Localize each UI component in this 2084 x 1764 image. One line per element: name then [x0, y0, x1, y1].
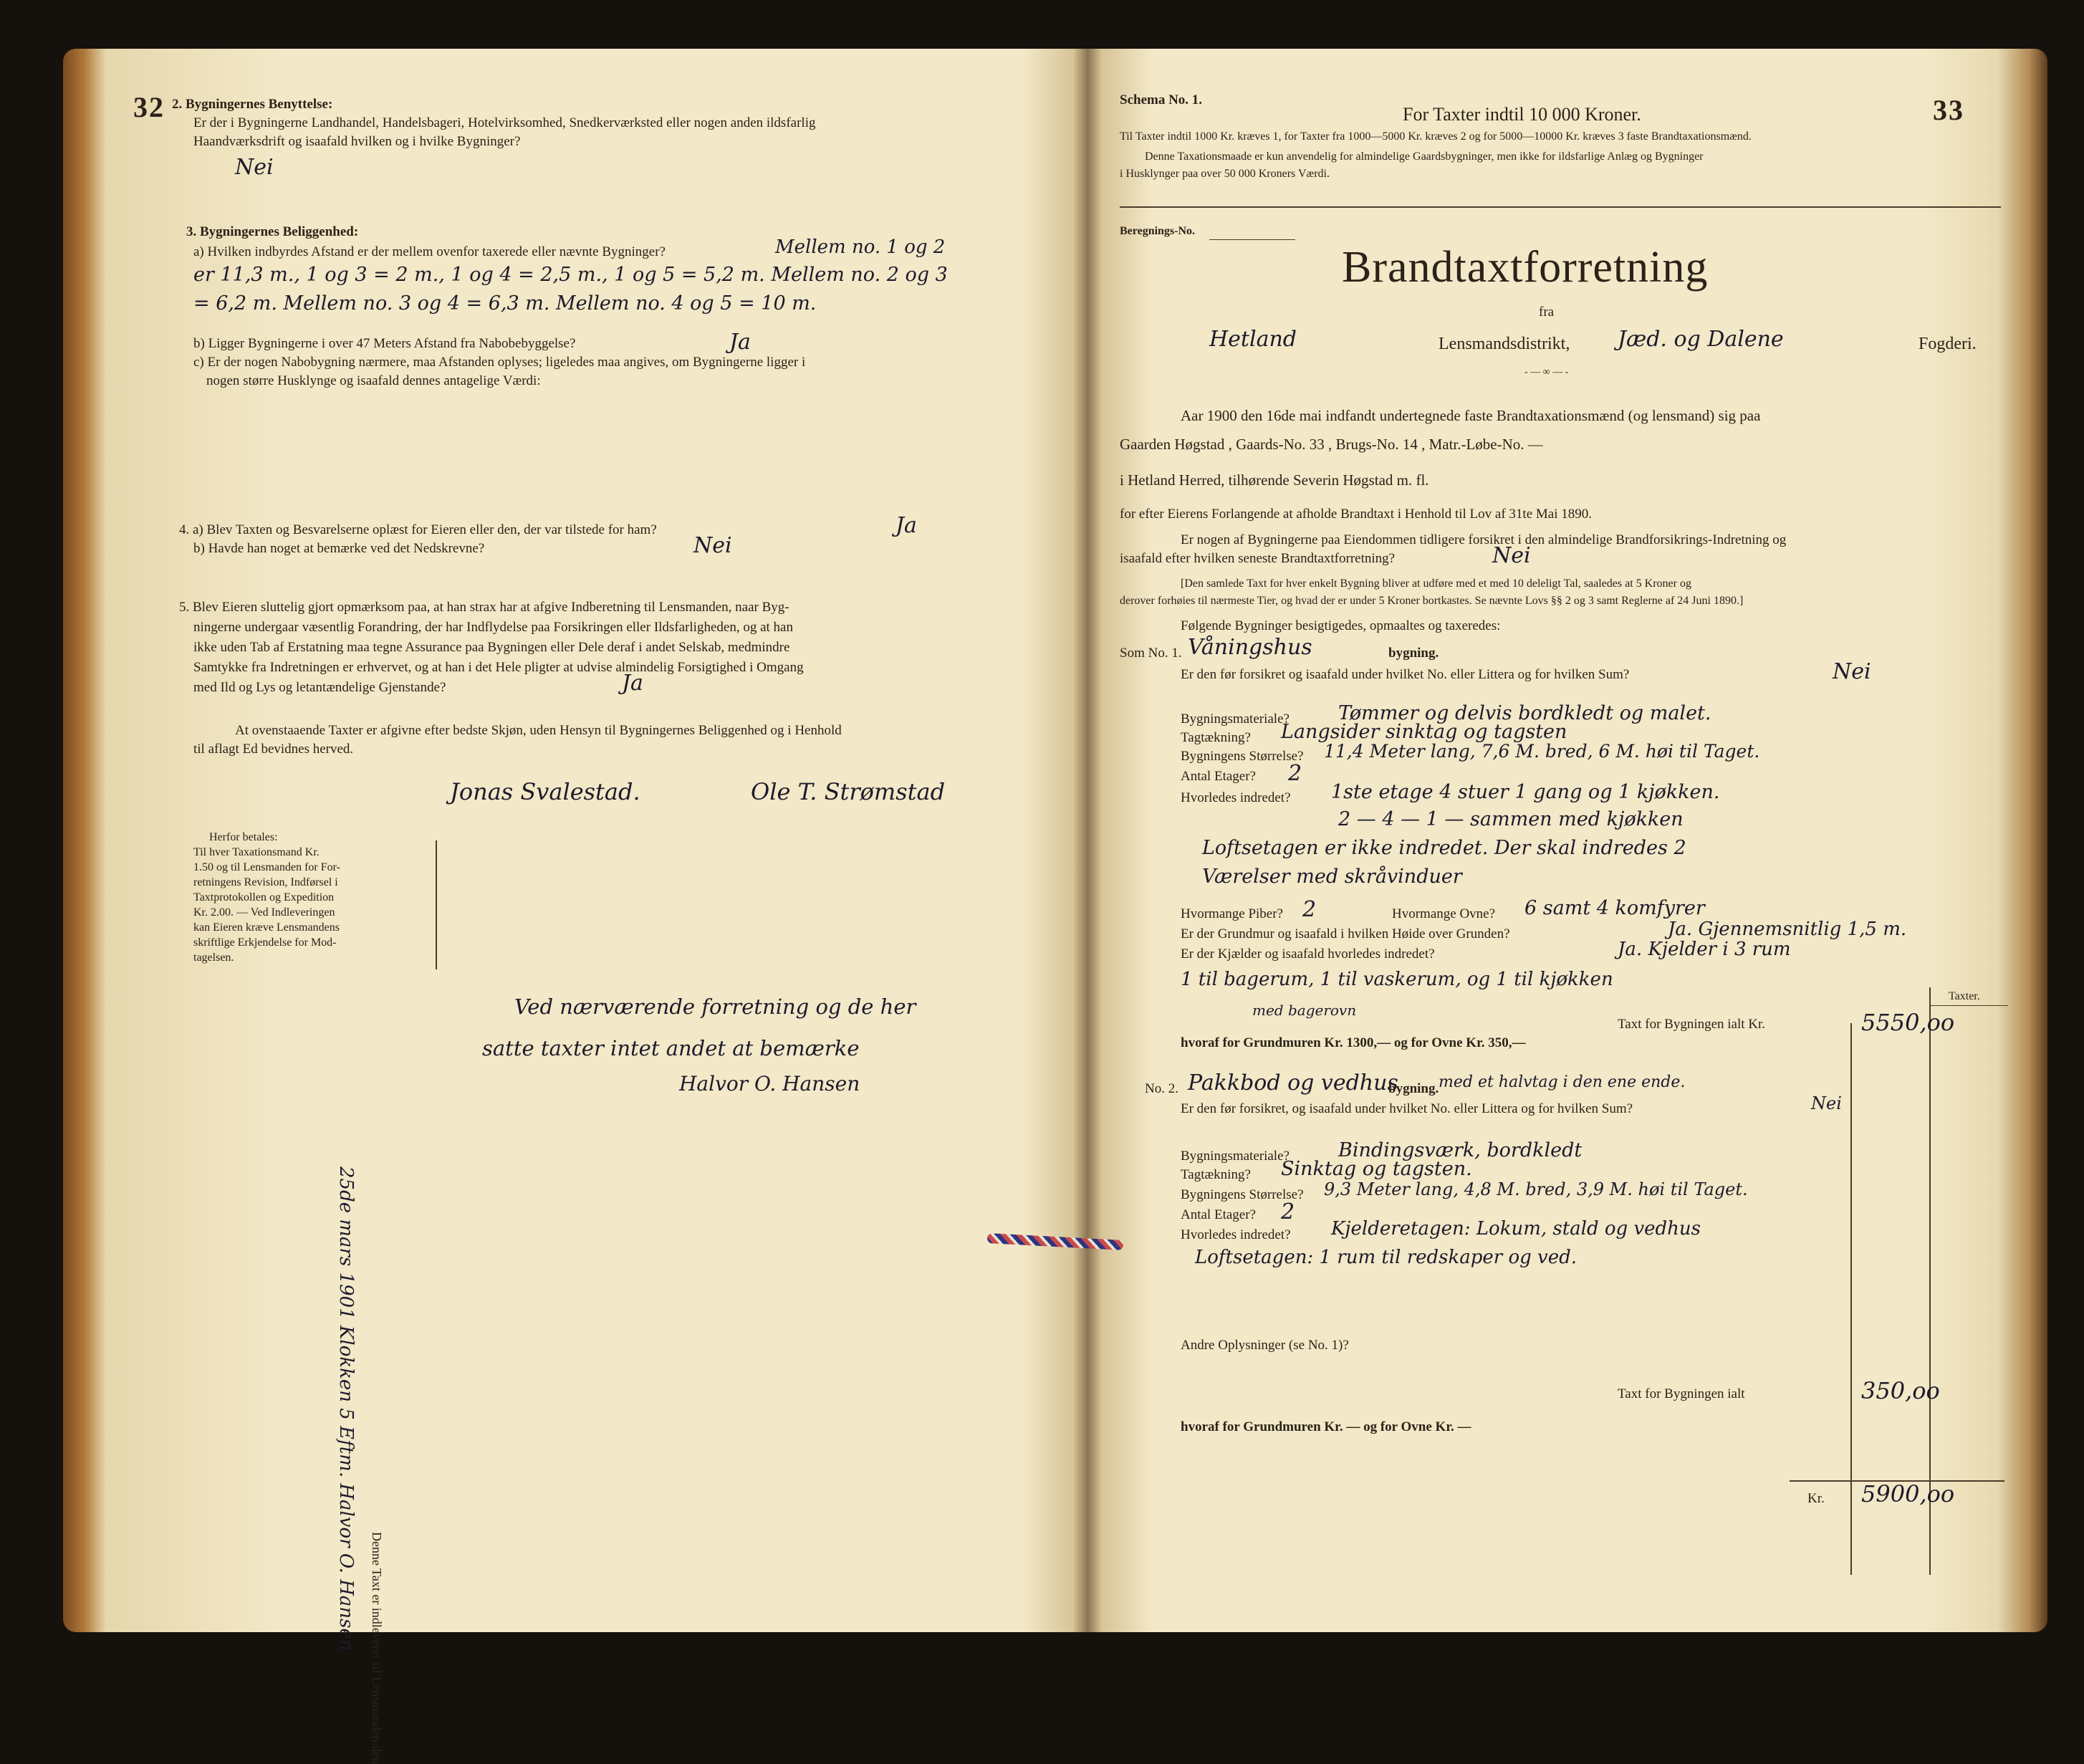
intro-text: i Husklynger paa over 50 000 Kroners Værdi.	[1120, 168, 1330, 180]
question-text: Er den før forsikret, og isaafald under hvilket No. eller Littera og for hvilken Sum?	[1181, 1101, 1633, 1116]
page-number: 32	[133, 91, 165, 123]
taxter-column-rule	[1850, 1023, 1852, 1575]
paragraph-line: med Ild og Lys og letantændelige Gjenstande?	[193, 680, 446, 695]
paragraph-line: Er nogen af Bygningerne paa Eiendommen tidligere forsikret i den almindelige Brandforsikrings-Indretning og	[1181, 532, 1787, 547]
date-line: Aar 1900 den 16de mai indfandt undertegnede faste Brandtaxationsmænd (og lensmand) sig paa	[1181, 407, 1761, 424]
handwritten-answer: 6 samt 4 komfyrer	[1524, 897, 1705, 919]
question-text: c) Er der nogen Nabobygning nærmere, maa Afstanden oplyses; ligeledes maa angives, om Bygningerne ligger i	[193, 355, 806, 370]
document-title: Brandtaxtforretning	[1342, 243, 1709, 292]
handwritten-answer: 2	[1281, 1199, 1295, 1224]
vertical-handwriting: 25de mars 1901 Klokken 5 Eftm. Halvor O. Hansen	[335, 1166, 357, 1652]
building-name: Pakkbod og vedhus	[1188, 1070, 1398, 1096]
question-text: Bygningens Størrelse?	[1181, 1187, 1304, 1202]
signature: Ole T. Strømstad	[751, 778, 946, 805]
question-text: 4. a) Blev Taxten og Besvarelserne oplæst for Eieren eller den, der var tilstede for ham?	[179, 522, 657, 537]
paragraph-line: ningerne undergaar væsentlig Forandring, der har Indflydelse paa Forsikringen eller Ildsfarligheden, og at han	[193, 620, 793, 635]
handwritten-answer: Langsider sinktag og tagsten	[1281, 721, 1567, 743]
oath-text: til aflagt Ed bevidnes herved.	[193, 742, 354, 757]
question-text: Bygningens Størrelse?	[1181, 749, 1304, 764]
paragraph-line: for efter Eierens Forlangende at afholde Brandtaxt i Henhold til Lov af 31te Mai 1890.	[1120, 507, 1592, 522]
total-label: Kr.	[1807, 1491, 1825, 1506]
handwritten-answer: 2 — 4 — 1 — sammen med kjøkken	[1338, 808, 1684, 830]
taxt-label: Taxt for Bygningen ialt	[1618, 1386, 1745, 1401]
right-page	[1102, 49, 2019, 1632]
handwritten-answer: Ja	[622, 671, 643, 696]
handwritten-answer: 1ste etage 4 stuer 1 gang og 1 kjøkken.	[1331, 781, 1720, 803]
bracket-note: derover forhøies til nærmeste Tier, og hvad der er under 5 Kroner bortkastes. Se nævnte Lovs §§ 2 og 3 samt Reglerne af 24 Juni 1890.]	[1120, 595, 1744, 607]
handwritten-answer: er 11,3 m., 1 og 3 = 2 m., 1 og 4 = 2,5 m., 1 og 5 = 5,2 m. Mellem no. 2 og 3	[193, 264, 948, 286]
question-text: nogen større Husklynge og isaafald dennes antagelige Værdi:	[206, 373, 541, 388]
left-page	[128, 49, 1087, 1764]
question-text: Hvormange Ovne?	[1392, 906, 1496, 921]
taxt-amount: 350,oo	[1861, 1377, 1940, 1404]
total-amount: 5900,oo	[1861, 1480, 1955, 1507]
handwritten-answer: 2	[1302, 897, 1317, 922]
question-text: Tagtækning?	[1181, 730, 1251, 745]
fee-divider	[436, 840, 437, 969]
handwritten-answer: Nei	[1492, 543, 1531, 568]
question-text: Hvormange Piber?	[1181, 906, 1283, 921]
question-text: Antal Etager?	[1181, 1207, 1256, 1222]
intro-text: Denne Taxationsmaade er kun anvendelig for almindelige Gaardsbygninger, men ikke for ildsfarlige Anlæg og Bygninger	[1145, 150, 1704, 163]
handwritten-answer: Nei	[1833, 659, 1871, 684]
handwritten-answer: Loftsetagen er ikke indredet. Der skal indredes 2	[1202, 837, 1686, 859]
paragraph-line: isaafald efter hvilken seneste Brandtaxtforretning?	[1120, 551, 1396, 566]
fogderi-label: Fogderi.	[1919, 335, 1977, 353]
handwritten-answer: Kjelderetagen: Lokum, stald og vedhus	[1331, 1218, 1701, 1240]
hvoraf-line: hvoraf for Grundmuren Kr. — og for Ovne Kr. —	[1181, 1419, 1471, 1434]
handwritten-answer: Ja	[895, 513, 917, 538]
paragraph-line: 5. Blev Eieren sluttelig gjort opmærksom paa, at han strax har at afgive Indberetning til Lensmanden, naar Byg-	[179, 600, 789, 615]
intro-text: Til Taxter indtil 1000 Kr. kræves 1, for Taxter fra 1000—5000 Kr. kræves 2 og for 5000—10000 Kr. kræves 3 faste Brandtaxationsmænd.	[1120, 130, 1752, 143]
handwritten-answer: = 6,2 m. Mellem no. 3 og 4 = 6,3 m. Mellem no. 4 og 5 = 10 m.	[193, 292, 817, 315]
taxt-label: Taxt for Bygningen ialt Kr.	[1618, 1017, 1766, 1032]
building-label: No. 2.	[1145, 1081, 1178, 1096]
header-rule	[1120, 206, 2001, 208]
district-label: Lensmandsdistrikt,	[1439, 335, 1570, 353]
handwritten-answer: Ja	[729, 330, 751, 355]
handwritten-answer: Ja. Kjelder i 3 rum	[1618, 939, 1791, 960]
farm-line: Gaarden Høgstad , Gaards-No. 33 , Brugs-No. 14 , Matr.-Løbe-No. —	[1120, 436, 1543, 453]
question-text: Andre Oplysninger (se No. 1)?	[1181, 1338, 1349, 1353]
fee-note: Herfor betales: Til hver Taxationsmand Kr. 1.50 og til Lensmanden for For- retningens Revision, Indførsel i Taxtprotokollen og Expedition Kr. 2.00. — Ved Indleveringen kan Eieren kræve Lensmandens skriftlige Erkjendelse for Mod- tagelsen.	[193, 831, 340, 964]
question-text: Tagtækning?	[1181, 1167, 1251, 1182]
handwritten-answer: 1 til bagerum, 1 til vaskerum, og 1 til kjøkken	[1181, 969, 1613, 990]
signature: Halvor O. Hansen	[679, 1072, 860, 1096]
divider-ornament: - — ∞ — -	[1524, 367, 1569, 378]
handwritten-answer: Nei	[235, 155, 274, 180]
handwritten-answer: Bindingsværk, bordkledt	[1338, 1139, 1583, 1161]
question-text: a) Hvilken indbyrdes Afstand er der mellem ovenfor taxerede eller nævnte Bygninger?	[193, 244, 666, 259]
question-text: Er der Kjælder og isaafald hvorledes indredet?	[1181, 946, 1435, 962]
question-text: Bygningsmateriale?	[1181, 711, 1290, 727]
page-number: 33	[1933, 94, 1964, 126]
beregning-label: Beregnings-No.	[1120, 225, 1196, 237]
taxter-header-rule	[1929, 1005, 2008, 1006]
question-text: b) Havde han noget at bemærke ved det Nedskrevne?	[193, 541, 485, 556]
question-text: Hvorledes indredet?	[1181, 1227, 1291, 1242]
question-text: b) Ligger Bygningerne i over 47 Meters Afstand fra Nabobebyggelse?	[193, 336, 576, 351]
hvoraf-line: hvoraf for Grundmuren Kr. 1300,— og for Ovne Kr. 350,—	[1181, 1035, 1526, 1050]
handwritten-note: med bagerovn	[1252, 1002, 1357, 1019]
taxter-header: Taxter.	[1949, 990, 1980, 1002]
handwritten-district: Hetland	[1209, 327, 1297, 352]
schema-label: Schema No. 1.	[1120, 92, 1203, 107]
handwritten-answer: Nei	[1811, 1093, 1842, 1113]
section-heading: 3. Bygningernes Beliggenhed:	[186, 224, 359, 239]
oath-text: At ovenstaaende Taxter er afgivne efter bedste Skjøn, uden Hensyn til Bygningernes Beliggenhed og i Henhold	[235, 723, 842, 738]
handwritten-answer: Loftsetagen: 1 rum til redskaper og ved.	[1195, 1247, 1578, 1268]
bracket-note: [Den samlede Taxt for hver enkelt Bygning bliver at udføre med et med 10 deleligt Tal, saaledes at 5 Kroner og	[1181, 577, 1691, 590]
handwritten-answer: Mellem no. 1 og 2	[775, 236, 946, 258]
vertical-print: Denne Taxt er indleveret til Lensmanden den	[370, 1532, 384, 1764]
question-text: Bygningsmateriale?	[1181, 1149, 1290, 1164]
building-type: bygning.	[1388, 646, 1439, 661]
building-type: bygning.	[1388, 1081, 1439, 1096]
question-text: Er der i Bygningerne Landhandel, Handelsbageri, Hotelvirksomhed, Snedkerværksted eller nogen anden ildsfarlig	[193, 115, 816, 130]
building-name: Våningshus	[1188, 635, 1312, 660]
fra-label: fra	[1539, 305, 1555, 320]
signature: Jonas Svalestad.	[450, 778, 640, 805]
question-text: Hvorledes indredet?	[1181, 790, 1291, 805]
handwritten-answer: Værelser med skråvinduer	[1202, 866, 1462, 888]
building-label: Som No. 1.	[1120, 646, 1182, 661]
handwritten-note: Ved nærværende forretning og de her	[514, 994, 916, 1019]
handwritten-answer: Sinktag og tagsten.	[1281, 1158, 1472, 1180]
handwritten-answer: 2	[1288, 761, 1302, 786]
question-text: Antal Etager?	[1181, 769, 1256, 784]
paragraph-line: Samtykke fra Indretningen er erhvervet, og at han i det Hele pligter at udvise almindelig Forsigtighed i Omgang	[193, 660, 804, 675]
handwritten-answer: Nei	[693, 533, 732, 558]
herred-line: i Hetland Herred, tilhørende Severin Høgstad m. fl.	[1120, 471, 1429, 489]
question-text: Er den før forsikret og isaafald under hvilket No. eller Littera og for hvilken Sum?	[1181, 667, 1630, 682]
question-text: Er der Grundmur og isaafald i hvilken Høide over Grunden?	[1181, 926, 1510, 941]
open-ledger-book	[63, 49, 2047, 1764]
handwritten-note: satte taxter intet andet at bemærke	[482, 1036, 860, 1060]
handwritten-answer: Ja. Gjennemsnitlig 1,5 m.	[1668, 919, 1907, 940]
handwritten-fogderi: Jæd. og Dalene	[1618, 327, 1784, 352]
beregning-line	[1209, 239, 1295, 240]
question-text: Haandværksdrift og isaafald hvilken og i hvilke Bygninger?	[193, 134, 521, 149]
taxt-amount: 5550,oo	[1861, 1009, 1955, 1036]
section-heading: 2. Bygningernes Benyttelse:	[172, 97, 333, 112]
handwritten-answer: 9,3 Meter lang, 4,8 M. bred, 3,9 M. høi til Taget.	[1324, 1179, 1748, 1199]
handwritten-answer: Tømmer og delvis bordkledt og malet.	[1338, 702, 1711, 724]
paragraph-line: ikke uden Tab af Erstatning maa tegne Assurance paa Bygningen eller Dele deraf i andet Selskab, medmindre	[193, 640, 790, 655]
handwritten-note: med et halvtag i den ene ende.	[1439, 1073, 1686, 1091]
handwritten-answer: 11,4 Meter lang, 7,6 M. bred, 6 M. høi til Taget.	[1324, 741, 1760, 762]
page-header: For Taxter indtil 10 000 Kroner.	[1403, 104, 1641, 125]
paragraph-line: Følgende Bygninger besigtigedes, opmaaltes og taxeredes:	[1181, 618, 1501, 633]
